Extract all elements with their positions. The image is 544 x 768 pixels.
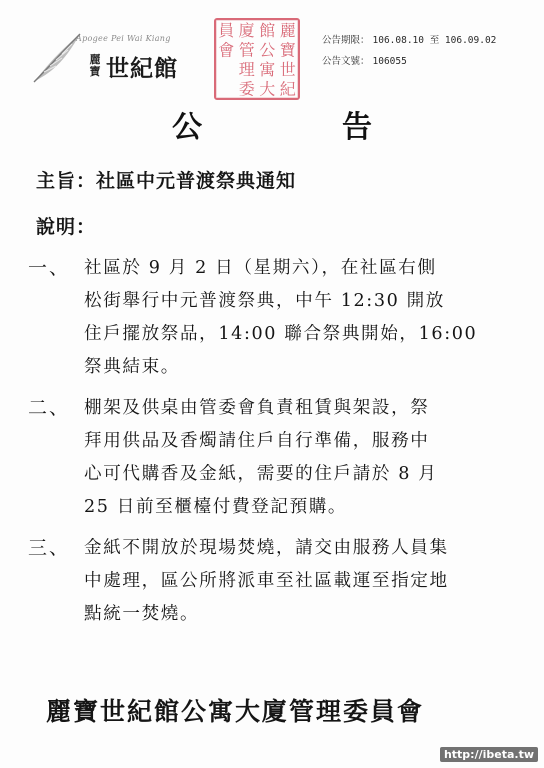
item-line: 中處理，區公所將派車至社區載運至指定地: [84, 571, 449, 591]
meta-period-value: 106.08.10 至 106.09.02: [372, 35, 497, 46]
seal-char: 理: [238, 59, 255, 79]
list-item-3: [28, 532, 528, 631]
logo-main-text: 世紀館: [106, 55, 178, 82]
title-char-2: 告: [342, 110, 372, 145]
seal-char: 世: [279, 59, 296, 79]
item-line: 松街舉行中元普渡祭典，中午 12:30 開放: [84, 291, 445, 311]
item-line: 點統一焚燒。: [84, 604, 200, 624]
building-logo: [30, 30, 180, 90]
seal-char: 廈: [238, 20, 255, 40]
meta-number-label: 公告文號：: [322, 56, 370, 67]
item-line: 25 日前至櫃檯付費登記預購。: [84, 497, 348, 517]
item-line: 社區於 9 月 2 日（星期六），在社區右側: [84, 258, 437, 278]
meta-period: [322, 30, 496, 51]
item-number: 一、: [28, 257, 71, 279]
seal-char: 寶: [279, 40, 296, 60]
item-line: 心可代購香及金紙，需要的住戶請於 8 月: [84, 464, 438, 484]
meta-number-value: 106055: [372, 56, 407, 67]
item-text: [84, 532, 528, 631]
page-title: [172, 102, 372, 145]
subject-line: 主旨：社區中元普渡祭典通知: [36, 170, 297, 192]
seal-char: 委: [238, 79, 255, 98]
seal-char: 紀: [279, 79, 296, 98]
item-line: 棚架及供桌由管委會負責租賃與架設，祭: [84, 398, 430, 418]
seal-char: 寓: [259, 59, 276, 79]
item-number: 二、: [28, 397, 71, 419]
description-label: 說明：: [36, 216, 97, 238]
title-char-1: 公: [172, 110, 202, 145]
committee-seal: [214, 18, 300, 100]
list-item-1: [28, 252, 528, 384]
description-items: [28, 252, 528, 639]
seal-char: 員: [218, 20, 235, 40]
site-watermark: http://ibeta.tw: [440, 747, 538, 762]
meta-number: [322, 51, 496, 72]
item-text: [84, 392, 528, 524]
list-item-2: [28, 392, 528, 524]
seal-char: 麗: [279, 20, 296, 40]
item-number: 三、: [28, 537, 71, 559]
seal-char: 館: [259, 20, 276, 40]
seal-stamp-icon: [216, 20, 298, 98]
item-text: [84, 252, 528, 384]
item-line: 住戶擺放祭品，14:00 聯合祭典開始，16:00: [84, 324, 478, 344]
item-line: 金紙不開放於現場焚燒，請交由服務人員集: [84, 538, 449, 558]
committee-signature: 麗寶世紀館公寓大廈管理委員會: [46, 697, 425, 726]
seal-char: 會: [218, 40, 235, 60]
seal-char: 管: [238, 40, 255, 60]
notice-meta: [322, 30, 496, 72]
seal-char: 大: [259, 79, 276, 98]
meta-period-label: 公告期限：: [322, 35, 370, 46]
seal-char: 公: [259, 40, 276, 60]
logo-script-text: Apogee Pei Wai Kiang: [76, 34, 171, 43]
item-line: 祭典結束。: [84, 357, 180, 377]
logo-small-text: 麗寶: [89, 53, 101, 78]
item-line: 拜用供品及香燭請住戶自行準備，服務中: [84, 431, 430, 451]
